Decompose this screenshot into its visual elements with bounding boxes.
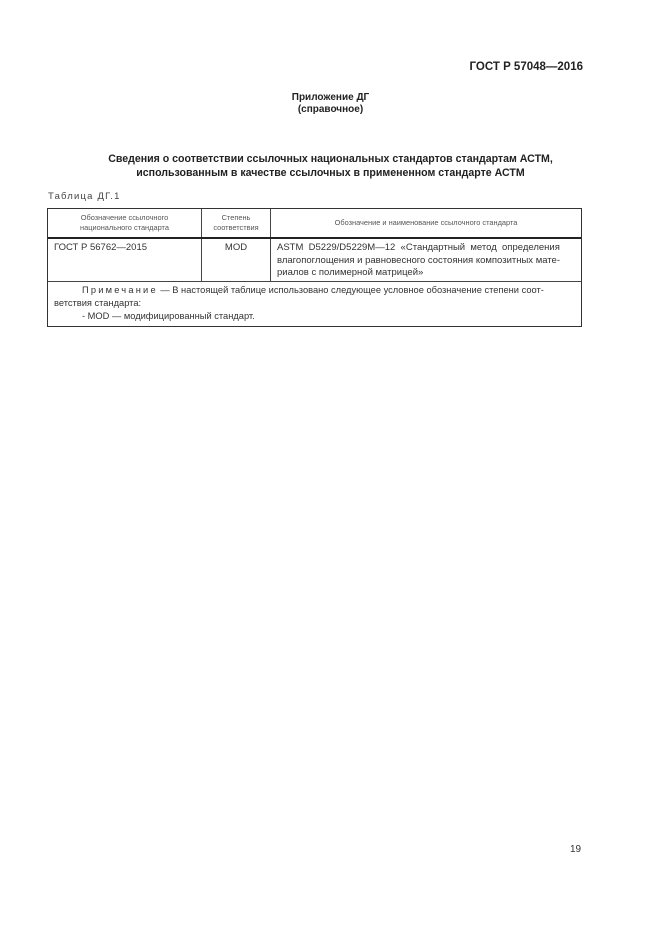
column-header-reference-standard — [271, 209, 581, 237]
column-header-national-standard — [48, 209, 201, 237]
note-item: - MOD — модифицированный стандарт. — [82, 311, 255, 321]
header-text: соответствия — [213, 223, 259, 232]
page-number: 19 — [570, 844, 582, 855]
annex-heading — [0, 92, 661, 116]
reference-standards-table — [47, 208, 582, 327]
section-title — [0, 152, 661, 180]
table-note — [48, 284, 581, 323]
header-text: национального стандарта — [80, 223, 169, 232]
annex-subtitle: (справочное) — [297, 104, 364, 115]
reference-line: влагопоглощения и равновесного состояния композитных мате- — [277, 254, 560, 266]
column-header-degree — [202, 209, 270, 237]
table-caption: Таблица ДГ.1 — [48, 191, 121, 202]
table-header — [48, 209, 581, 239]
cell-reference-standard — [277, 242, 577, 280]
header-text: Обозначение ссылочного — [80, 213, 169, 222]
cell-national-standard: ГОСТ Р 56762—2015 — [54, 242, 148, 253]
reference-line: риалов с полимерной матрицей» — [277, 267, 424, 278]
table-row — [48, 239, 581, 282]
section-title-line-2: использованным в качестве ссылочных в примененном стандарте АСТМ — [136, 167, 525, 179]
document-code: ГОСТ Р 57048—2016 — [469, 61, 583, 73]
note-text: — В настоящей таблице использовано следующее условное обозначение степени соот- — [157, 285, 544, 295]
note-text-continued: ветствия стандарта: — [54, 298, 142, 308]
note-label: Примечание — [82, 285, 158, 295]
reference-line: ASTM D5229/D5229M—12 «Стандартный метод определения — [277, 242, 560, 253]
section-title-line-1: Сведения о соответствии ссылочных национальных стандартов стандартам АСТМ, — [108, 153, 553, 165]
cell-degree: MOD — [224, 242, 248, 253]
header-text: Степень — [221, 213, 251, 222]
annex-title: Приложение ДГ — [291, 92, 370, 103]
header-text: Обозначение и наименование ссылочного стандарта — [334, 218, 518, 227]
